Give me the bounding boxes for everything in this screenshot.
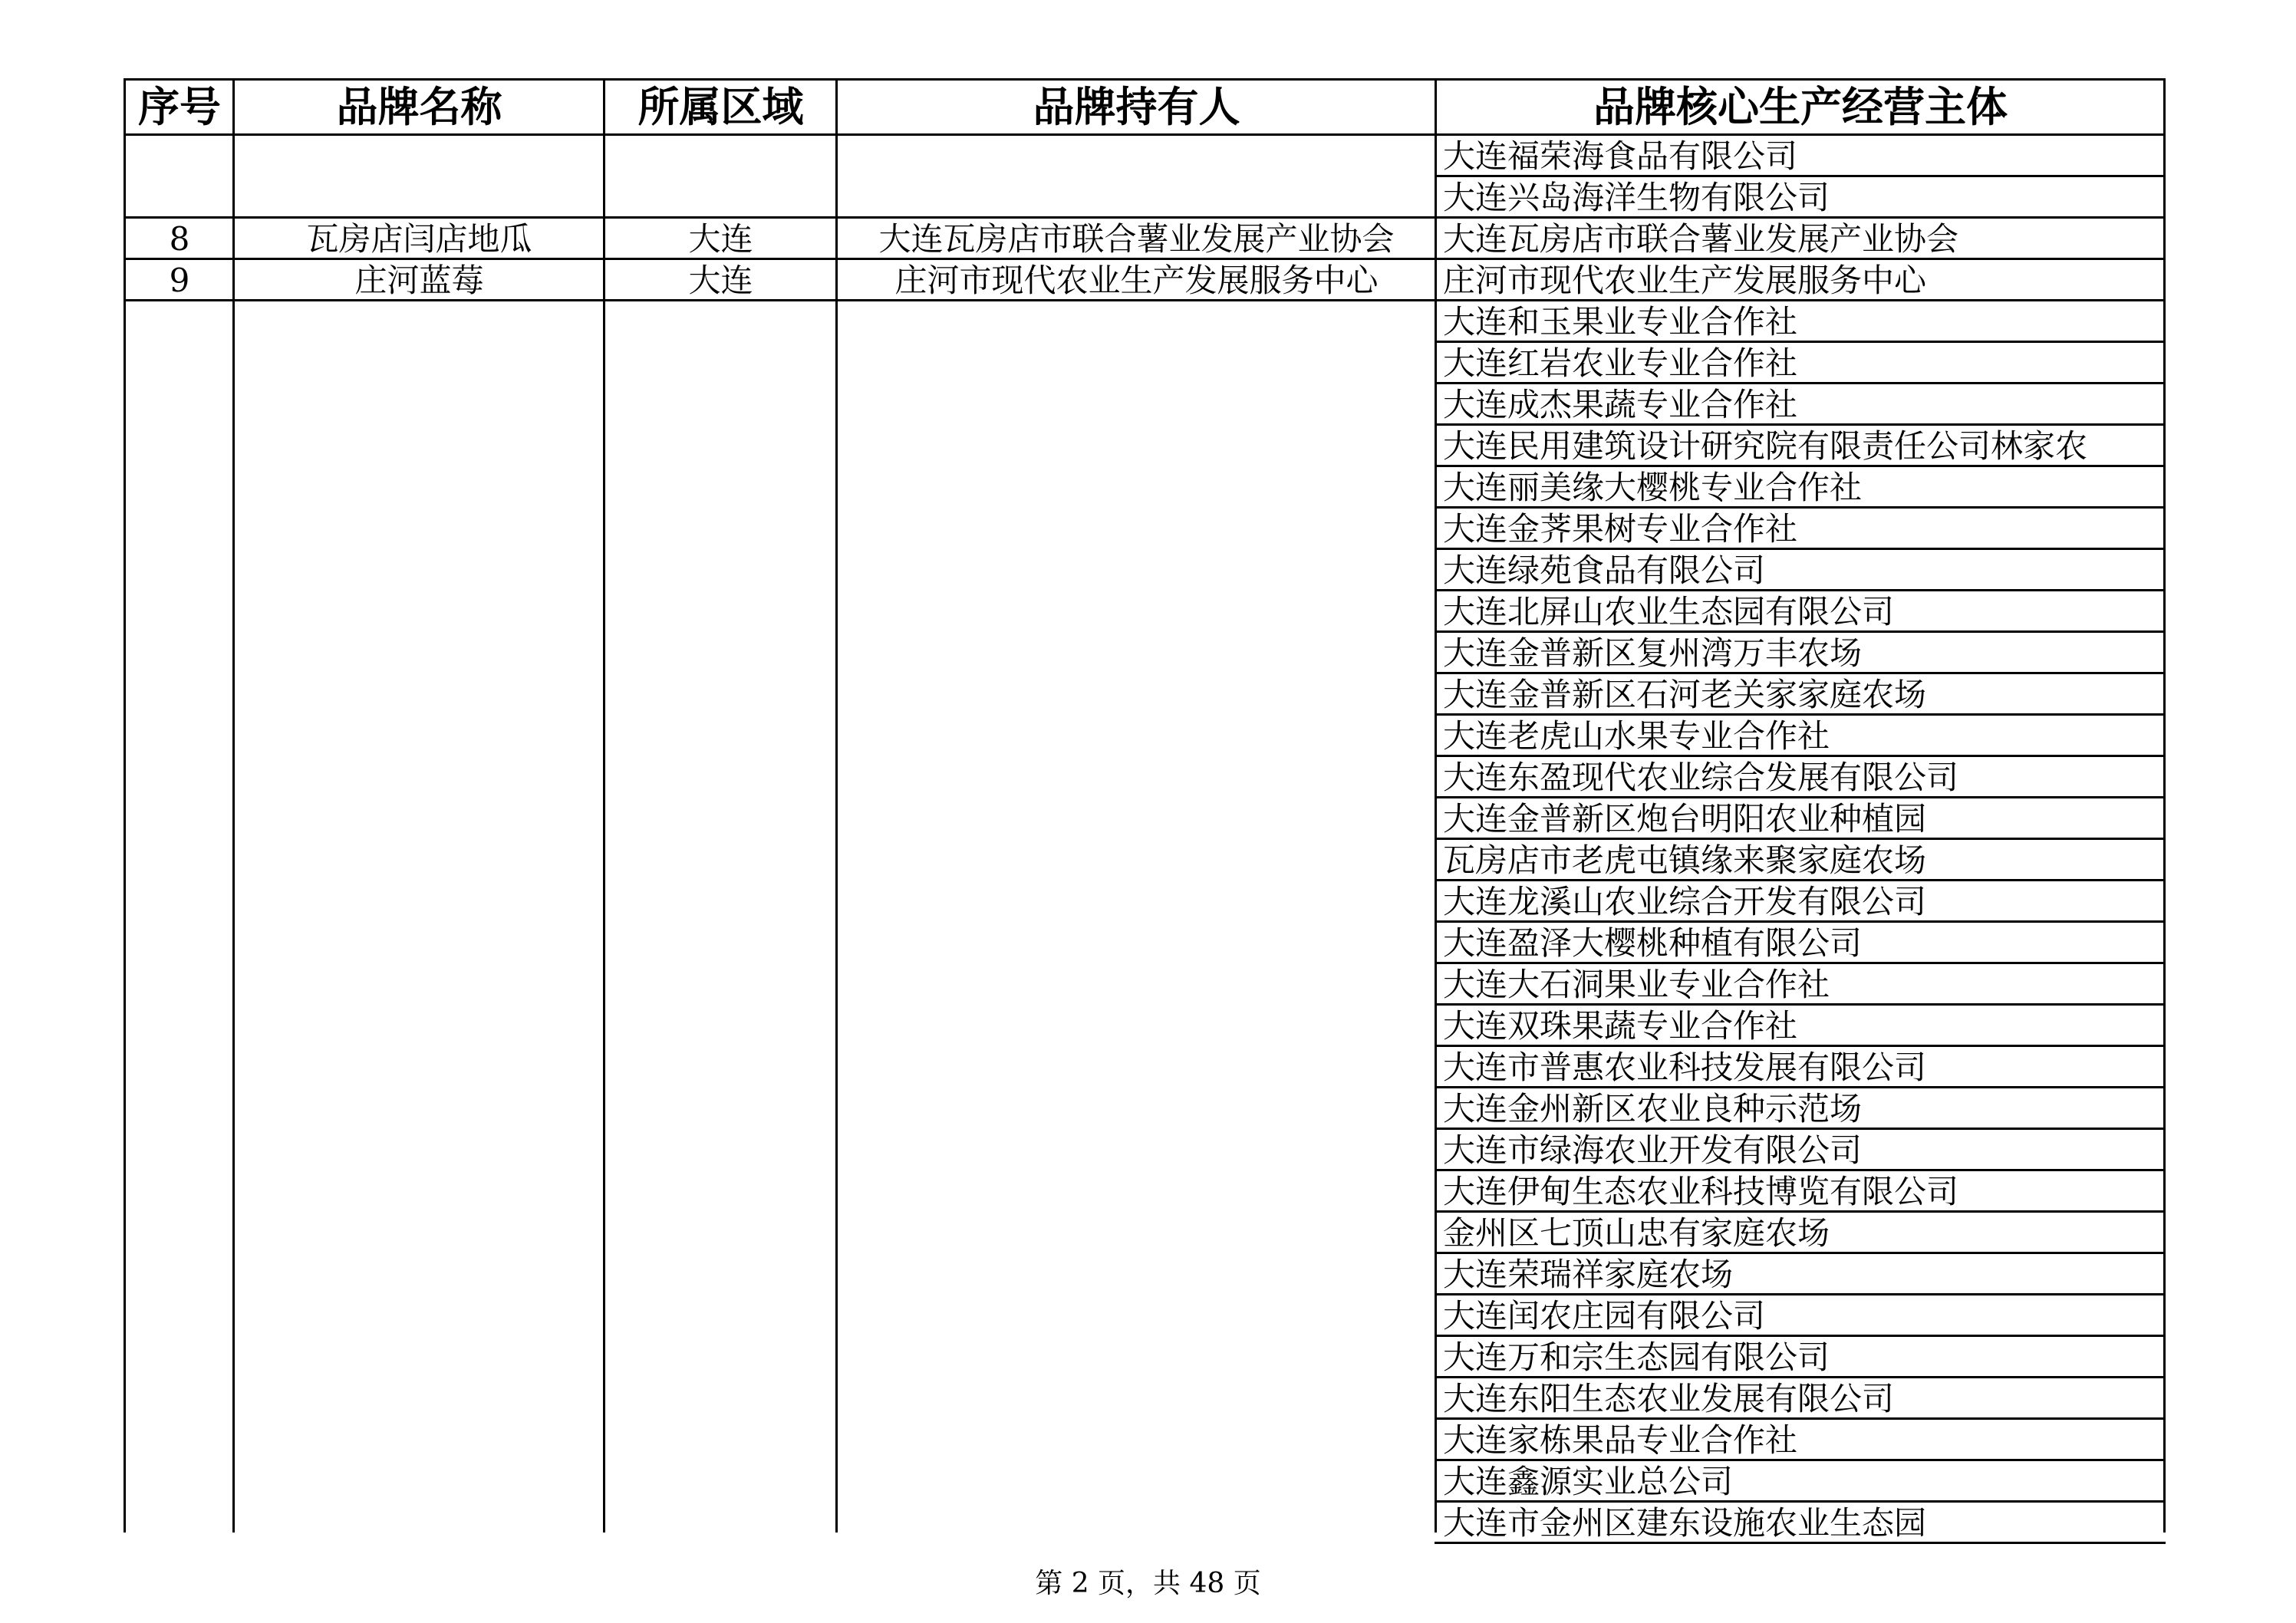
grid-line (1435, 78, 1437, 1532)
entity-cell: 大连福荣海食品有限公司 (1443, 137, 1798, 175)
grid-line (1435, 175, 2166, 177)
grid-line (1435, 1003, 2166, 1006)
entity-cell: 大连双珠果蔬专业合作社 (1443, 1006, 1798, 1045)
grid-line (124, 78, 126, 1532)
grid-line (1435, 465, 2166, 467)
grid-line (1435, 1128, 2166, 1130)
entity-cell: 大连红岩农业专业合作社 (1443, 344, 1798, 382)
entity-cell: 大连市绿海农业开发有限公司 (1443, 1131, 1863, 1169)
entity-cell: 大连闰农庄园有限公司 (1443, 1296, 1766, 1335)
header-index: 序号 (138, 83, 221, 131)
grid-line (1435, 548, 2166, 550)
row9-brand-name: 庄河蓝莓 (354, 261, 484, 299)
entity-cell: 大连和玉果业专业合作社 (1443, 302, 1798, 341)
entity-cell: 大连老虎山水果专业合作社 (1443, 716, 1830, 755)
entity-cell: 大连伊甸生态农业科技博览有限公司 (1443, 1172, 1959, 1210)
grid-line (1435, 1169, 2166, 1171)
grid-line (1435, 1252, 2166, 1254)
entity-cell: 大连东阳生态农业发展有限公司 (1443, 1379, 1895, 1417)
entity-cell: 大连金普新区复州湾万丰农场 (1443, 634, 1863, 672)
row8-index: 8 (169, 219, 190, 258)
grid-line (1435, 1417, 2166, 1420)
grid-line (1435, 920, 2166, 923)
grid-line (1435, 1500, 2166, 1503)
grid-line (1435, 713, 2166, 716)
grid-line (1435, 1542, 2166, 1544)
header-region: 所属区域 (637, 83, 804, 131)
grid-line (1435, 1045, 2166, 1047)
entity-cell: 金州区七顶山忠有家庭农场 (1443, 1213, 1830, 1252)
entity-cell: 瓦房店市老虎屯镇缘来聚家庭农场 (1443, 841, 1927, 879)
grid-line (1435, 630, 2166, 633)
grid-line (1435, 1293, 2166, 1295)
row8-region: 大连 (688, 219, 753, 258)
entity-cell: 大连兴岛海洋生物有限公司 (1443, 178, 1830, 216)
grid-line (1435, 962, 2166, 964)
grid-line (1435, 341, 2166, 343)
grid-line (1435, 879, 2166, 881)
row9-entity: 庄河市现代农业生产发展服务中心 (1443, 261, 1927, 299)
entity-cell: 大连东盈现代农业综合发展有限公司 (1443, 758, 1959, 796)
grid-line (124, 299, 2166, 301)
entity-cell: 大连金普新区石河老关家家庭农场 (1443, 675, 1927, 713)
entity-cell: 大连民用建筑设计研究院有限责任公司林家农 (1443, 426, 2088, 465)
row9-index: 9 (169, 261, 190, 299)
entity-cell: 大连金荠果树专业合作社 (1443, 509, 1798, 548)
header-brand-name: 品牌名称 (336, 83, 502, 131)
entity-cell: 大连市普惠农业科技发展有限公司 (1443, 1048, 1927, 1086)
entity-cell: 大连鑫源实业总公司 (1443, 1462, 1734, 1500)
grid-line (1435, 755, 2166, 757)
entity-cell: 大连市金州区建东设施农业生态园 (1443, 1503, 1927, 1542)
row8-brand-name: 瓦房店闫店地瓜 (306, 219, 532, 258)
grid-line (124, 78, 2166, 81)
grid-line (1435, 672, 2166, 674)
row8-entity: 大连瓦房店市联合薯业发展产业协会 (1443, 219, 1959, 258)
grid-line (1435, 1086, 2166, 1088)
header-holder: 品牌持有人 (1033, 83, 1240, 131)
row9-holder: 庄河市现代农业生产发展服务中心 (894, 261, 1379, 299)
grid-line (1435, 1335, 2166, 1337)
grid-line (1435, 382, 2166, 384)
entity-cell: 大连绿苑食品有限公司 (1443, 551, 1766, 589)
grid-line (124, 258, 2166, 260)
entity-cell: 大连金普新区炮台明阳农业种植园 (1443, 799, 1927, 838)
entity-cell: 大连盈泽大樱桃种植有限公司 (1443, 923, 1863, 962)
row9-region: 大连 (688, 261, 753, 299)
grid-line (1435, 1210, 2166, 1213)
grid-line (232, 78, 235, 1532)
grid-line (124, 216, 2166, 219)
grid-line (1435, 1376, 2166, 1378)
grid-line (2163, 78, 2166, 1532)
grid-line (1435, 506, 2166, 509)
header-entities: 品牌核心生产经营主体 (1593, 83, 2008, 131)
entity-cell: 大连北屏山农业生态园有限公司 (1443, 592, 1895, 630)
entity-cell: 大连成杰果蔬专业合作社 (1443, 385, 1798, 423)
entity-cell: 大连丽美缘大樱桃专业合作社 (1443, 468, 1863, 506)
grid-line (603, 78, 605, 1532)
grid-line (1435, 796, 2166, 798)
grid-line (1435, 1459, 2166, 1461)
entity-cell: 大连金州新区农业良种示范场 (1443, 1089, 1863, 1128)
grid-line (835, 78, 838, 1532)
grid-line (1435, 838, 2166, 840)
grid-line (1435, 423, 2166, 426)
entity-cell: 大连荣瑞祥家庭农场 (1443, 1255, 1734, 1293)
row8-holder: 大连瓦房店市联合薯业发展产业协会 (878, 219, 1395, 258)
entity-cell: 大连万和宗生态园有限公司 (1443, 1338, 1830, 1376)
page-footer: 第 2 页，共 48 页 (1035, 1568, 1261, 1599)
grid-line (1435, 589, 2166, 591)
entity-cell: 大连家栋果品专业合作社 (1443, 1421, 1798, 1459)
entity-cell: 大连龙溪山农业综合开发有限公司 (1443, 882, 1927, 920)
grid-line (124, 133, 2166, 136)
entity-cell: 大连大石洞果业专业合作社 (1443, 965, 1830, 1003)
